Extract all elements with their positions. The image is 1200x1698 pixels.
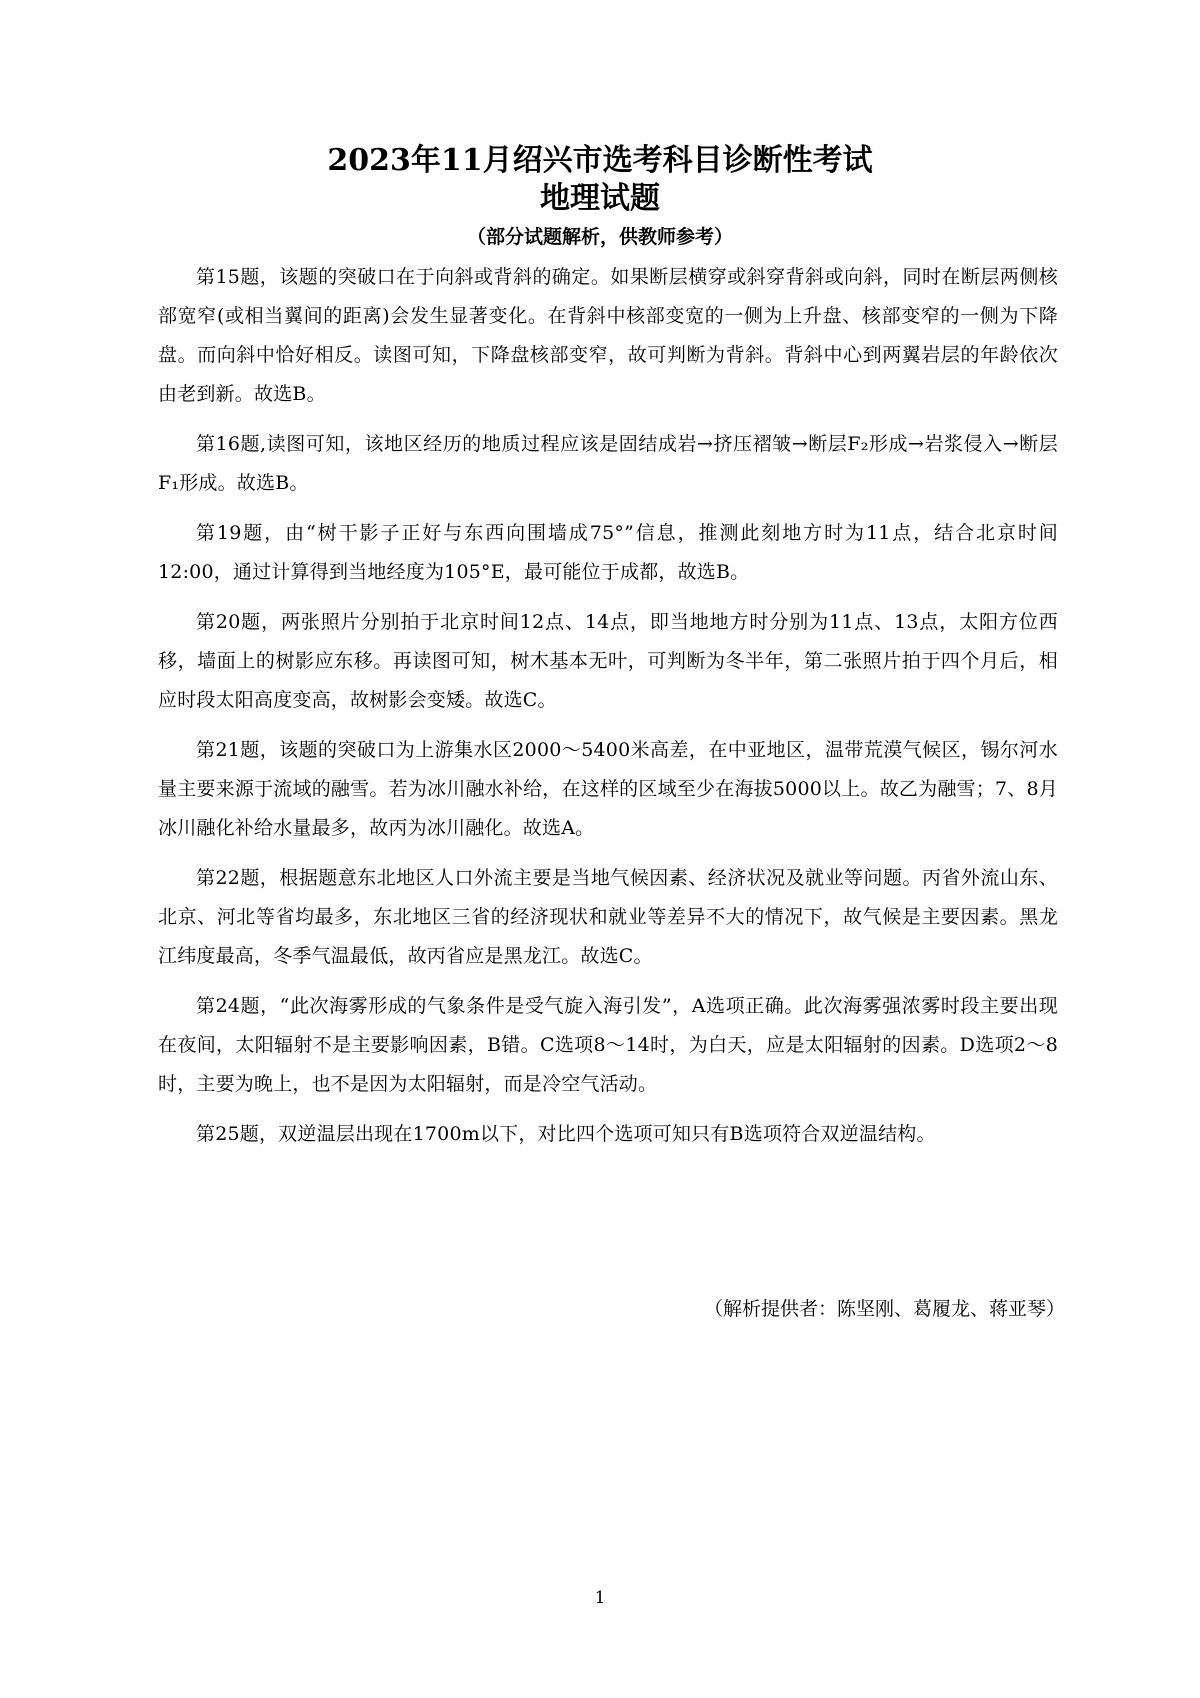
paragraph-q21: 第21题，该题的突破口为上游集水区2000～5400米高差，在中亚地区，温带荒漠气候区，锡尔河水量主要来源于流域的融雪。若为冰川融水补给，在这样的区域至少在海拔5000以上。故乙为融雪；7、8月冰川融化补给水量最多，故丙为冰川融化。故选A。 (158, 739, 1058, 839)
paragraph-q16: 第16题,读图可知，该地区经历的地质过程应该是固结成岩→挤压褶皱→断层F₂形成→岩浆侵入→断层F₁形成。故选B。 (158, 433, 1058, 494)
page-number: 1 (594, 1588, 606, 1608)
paragraph-q24: 第24题，“此次海雾形成的气象条件是受气旋入海引发”，A选项正确。此次海雾强浓雾时段主要出现在夜间，太阳辐射不是主要影响因素，B错。C选项8～14时，为白天，应是太阳辐射的因素。D选项2～8时，主要为晚上，也不是因为太阳辐射，而是冷空气活动。 (158, 995, 1058, 1095)
paragraph-q20: 第20题，两张照片分别拍于北京时间12点、14点，即当地地方时分别为11点、13点，太阳方位西移，墙面上的树影应东移。再读图可知，树木基本无叶，可判断为冬半年，第二张照片拍于四个月后，相应时段太阳高度变高，故树影会变矮。故选C。 (158, 611, 1058, 711)
title-block (0, 142, 1200, 252)
paragraph-q22: 第22题，根据题意东北地区人口外流主要是当地气候因素、经济状况及就业等问题。丙省外流山东、北京、河北等省均最多，东北地区三省的经济现状和就业等差异不大的情况下，故气候是主要因素。黑龙江纬度最高，冬季气温最低，故丙省应是黑龙江。故选C。 (158, 867, 1058, 967)
page-note: （部分试题解析，供教师参考） (466, 226, 733, 248)
paragraph-q25: 第25题，双逆温层出现在1700m以下，对比四个选项可知只有B选项符合双逆温结构。 (196, 1123, 936, 1145)
paragraph-q15: 第15题，该题的突破口在于向斜或背斜的确定。如果断层横穿或斜穿背斜或向斜，同时在断层两侧核部宽窄(或相当翼间的距离)会发生显著变化。在背斜中核部变宽的一侧为上升盘、核部变窄的一侧为下降盘。而向斜中恰好相反。读图可知，下降盘核部变窄，故可判断为背斜。背斜中心到两翼岩层的年龄依次由老到新。故选B。 (158, 266, 1058, 405)
analysis-body (158, 258, 1058, 1165)
page-title: 2023年11月绍兴市选考科目诊断性考试 (327, 143, 873, 178)
credit-line: （解析提供者：陈坚刚、葛履龙、蒋亚琴） (703, 1298, 1065, 1320)
page-subtitle: 地理试题 (540, 181, 660, 216)
paragraph-q19: 第19题，由“树干影子正好与东西向围墙成75°”信息，推测此刻地方时为11点，结合北京时间12:00，通过计算得到当地经度为105°E，最可能位于成都，故选B。 (158, 522, 1058, 583)
